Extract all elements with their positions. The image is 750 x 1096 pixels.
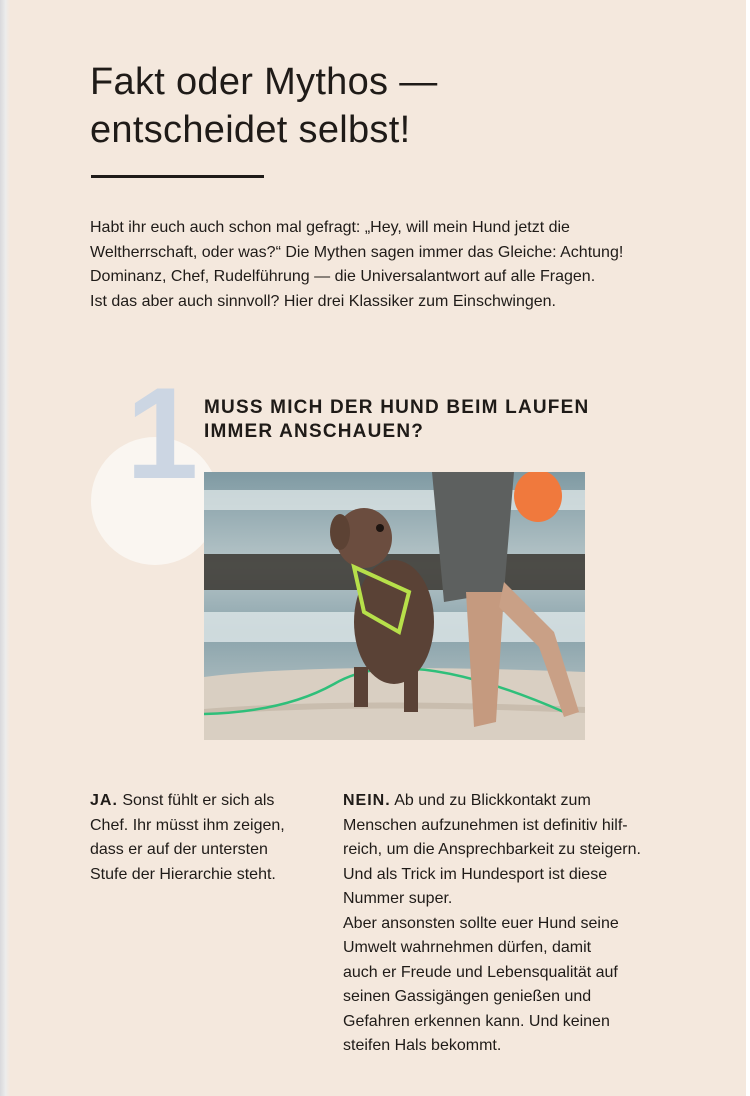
answer-no-line: Und als Trick im Hundesport ist diese [343,865,608,883]
section-number: 1 [126,360,199,506]
dog-beach-photo [204,472,585,740]
question-line: IMMER ANSCHAUEN? [204,421,425,442]
title-underline [91,175,264,178]
answer-no-line: Gefahren erkennen kann. Und keinen [343,1012,610,1030]
answer-no-line [343,789,703,814]
answer-no-line: Nummer super. [343,890,453,907]
photo-illustration [204,472,585,740]
answer-yes-text: Sonst fühlt er sich als [122,792,275,809]
intro-line: Habt ihr euch auch schon mal gefragt: „Hey, will mein Hund jetzt die [90,219,570,236]
answer-no-lead: NEIN. [343,792,391,809]
answer-no-line: seinen Gassigängen genießen und [343,988,592,1005]
answer-no-line: Menschen aufzunehmen ist definitiv hilf- [343,816,628,834]
answer-no-line: steifen Hals bekommt. [343,1037,502,1054]
answer-yes-line: Chef. Ihr müsst ihm zeigen, [90,816,285,834]
answer-no-line: Aber ansonsten sollte euer Hund seine [343,914,619,932]
answer-no-text: Ab und zu Blickkontakt zum [394,792,591,809]
answer-no-line: auch er Freude und Lebensqualität auf [343,963,618,981]
answer-no-line: Umwelt wahrnehmen dürfen, damit [343,939,592,956]
answer-yes-lead: JA. [90,792,118,809]
title-line-2: entscheidet selbst! [90,109,411,151]
answer-yes [90,789,320,887]
answer-yes-line: dass er auf der untersten [90,841,268,858]
answer-no-line: reich, um die Ansprechbarkeit zu steigern. [343,841,641,858]
question-line: MUSS MICH DER HUND BEIM LAUFEN [204,397,590,418]
answer-yes-line: Stufe der Hierarchie steht. [90,865,276,883]
intro-line: Dominanz, Chef, Rudelführung — die Universalantwort auf alle Fragen. [90,268,596,285]
intro-line: Weltherrschaft, oder was?“ Die Mythen sagen immer das Gleiche: Achtung! [90,243,624,261]
section-question [204,396,664,444]
page-edge [746,0,750,1096]
intro-line: Ist das aber auch sinnvoll? Hier drei Klassiker zum Einschwingen. [90,292,556,310]
answer-yes-line [90,789,320,814]
title-line-1: Fakt oder Mythos — [90,61,438,103]
intro-paragraph [90,216,710,314]
page-title [90,58,690,154]
answer-no [343,789,703,1059]
page-spine-shadow [0,0,10,1096]
